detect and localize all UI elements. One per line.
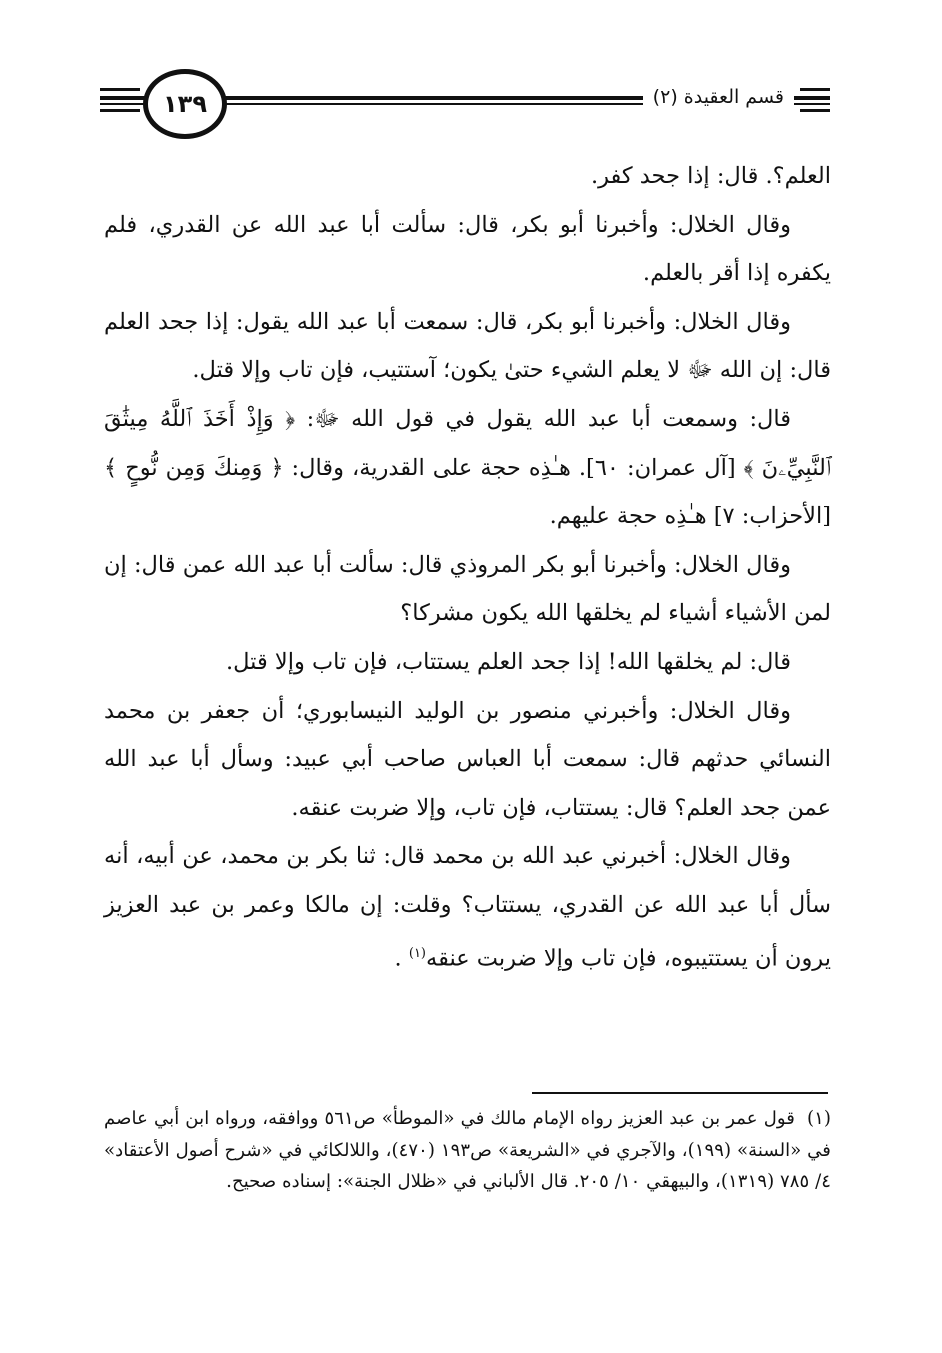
footnote-reference[interactable]: (١) bbox=[408, 945, 426, 961]
paragraph-last bbox=[104, 832, 831, 982]
paragraph-text: وقال الخلال: أخبرني عبد الله بن محمد قال: ثنا بكر بن محمد، عن أبيه، أنه سأل أبا عبد الله عن القدري، يستتاب؟ وقلت: إن مالكا وعمر بن عبد العزيز يرون أن يستتيبوه، فإن تاب وإلا ضربت عنقه bbox=[104, 843, 831, 971]
header-rule-cap bbox=[800, 109, 830, 112]
footnote-marker: (١) bbox=[807, 1108, 832, 1129]
paragraph: قال: لم يخلقها الله! إذا جحد العلم يستتاب، فإن تاب وإلا قتل. bbox=[225, 648, 791, 675]
footnote-separator bbox=[532, 1092, 828, 1094]
main-text bbox=[104, 152, 831, 983]
header-rule-cap bbox=[100, 88, 140, 91]
paragraph: وقال الخلال: وأخبرنا أبو بكر، قال: سمعت أبا عبد الله يقول: إذا جحد العلم قال: إن الله ﷻ لا يعلم الشيء حتىٰ يكون؛ آستتيب، فإن تاب وإلا قتل. bbox=[104, 308, 831, 384]
footnote bbox=[104, 1103, 831, 1198]
paragraph-end: . bbox=[394, 945, 409, 971]
paragraph: العلم؟. قال: إذا جحد كفر. bbox=[590, 163, 831, 189]
footnote-text: قول عمر بن عبد العزيز رواه الإمام مالك في «الموطأ» ص٥٦١ ووافقه، ورواه ابن أبي عاصم في «السنة» (١٩٩)، والآجري في «الشريعة» ص١٩٣ (٤٧٠)، واللالكائي في «شرح أصول الأعتقاد» ٤/ ٧٨٥ (١٣١٩)، والبيهقي ١٠/ ٢٠٥. قال الألباني في «ظلال الجنة»: إسناده صحيح. bbox=[104, 1108, 831, 1192]
paragraph: وقال الخلال: وأخبرني منصور بن الوليد النيسابوري؛ أن جعفر بن محمد النسائي حدثهم قال: سمعت أبا العباس صاحب أبي عبيد: وسأل أبا عبد الله عمن جحد العلم؟ قال: يستتاب، فإن تاب، وإلا ضربت عنقه. bbox=[104, 697, 831, 821]
page-number: ١٣٩ bbox=[163, 90, 207, 118]
page-header bbox=[100, 72, 830, 132]
running-head: قسم العقيدة (٢) bbox=[643, 86, 794, 108]
paragraph: وقال الخلال: وأخبرنا أبو بكر، قال: سألت أبا عبد الله عن القدري، فلم يكفره إذا أقر بالعلم. bbox=[104, 211, 831, 287]
paragraph: وقال الخلال: وأخبرنا أبو بكر المروذي قال: سألت أبا عبد الله عمن قال: إن لمن الأشياء أشياء لم يخلقها الله يكون مشركا؟ bbox=[104, 551, 831, 627]
page-number-badge bbox=[143, 69, 227, 139]
header-rule-cap bbox=[100, 109, 140, 112]
footnotes bbox=[104, 1103, 831, 1198]
header-rule-cap bbox=[800, 88, 830, 91]
paragraph: قال: وسمعت أبا عبد الله يقول في قول الله ﷻ: ﴿ وَإِذْ أَخَذَ ٱللَّهُ مِيثَٰقَ ٱلنَّبِيِّۦنَ ﴾ [آل عمران: ٦٠]. هـٰذِه حجة على القدرية، وقال: ﴿ وَمِنكَ وَمِن نُّوحٍ ﴾ [الأحزاب: ٧] هـٰذِه حجة عليهم. bbox=[104, 405, 831, 530]
